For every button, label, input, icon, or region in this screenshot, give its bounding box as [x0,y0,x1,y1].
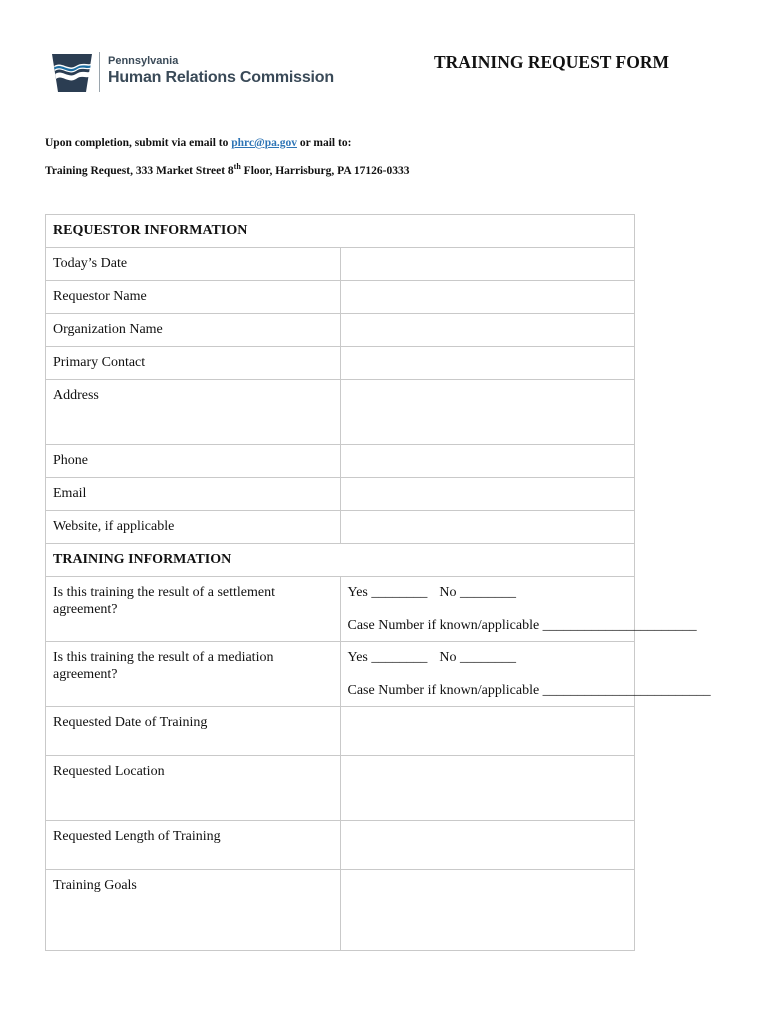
mediation-answer-cell[interactable] [340,642,711,707]
field-label: Training Goals [46,870,341,951]
organization-logo [50,50,340,98]
address-text: Training Request, 333 Market Street 8 [45,164,234,177]
submission-instructions [45,137,351,149]
table-row [46,821,635,870]
field-label: Phone [46,445,341,478]
instructions-text-suffix: or mail to: [297,137,352,149]
table-row [46,478,635,511]
settlement-question-label: Is this training the result of a settlement agreement? [46,577,341,642]
mediation-case-number[interactable]: Case Number if known/applicable ________________________ [347,682,711,698]
table-row [46,511,635,544]
phone-field[interactable] [340,445,635,478]
mediation-yes-no [348,650,628,667]
requestor-section-heading: REQUESTOR INFORMATION [46,215,635,248]
field-label: Requested Location [46,756,341,821]
address-superscript: th [233,162,241,171]
field-label: Email [46,478,341,511]
field-label: Primary Contact [46,347,341,380]
table-row [46,281,635,314]
requested-length-field[interactable] [340,821,635,870]
primary-contact-field[interactable] [340,347,635,380]
table-row [46,756,635,821]
table-row [46,445,635,478]
mailing-address [45,162,409,177]
training-request-table [45,214,711,951]
table-row [46,314,635,347]
table-row [46,870,635,951]
requested-location-field[interactable] [340,756,635,821]
form-title: TRAINING REQUEST FORM [434,52,669,72]
logo-org-name: Human Relations Commission [108,69,334,86]
address-text-suffix: Floor, Harrisburg, PA 17126-0333 [240,164,410,177]
instructions-text: Upon completion, submit via email to [45,137,232,149]
logo-divider [99,52,100,92]
website-field[interactable] [340,511,635,544]
settlement-yes-option[interactable]: Yes ________ [347,585,428,600]
settlement-no-option[interactable]: No ________ [439,585,516,600]
table-row [46,248,635,281]
table-row [46,577,635,642]
settlement-yes-no [348,585,628,602]
organization-name-field[interactable] [340,314,635,347]
table-row [46,347,635,380]
requestor-name-field[interactable] [340,281,635,314]
table-row [46,642,635,707]
field-label: Requested Length of Training [46,821,341,870]
settlement-answer-cell[interactable] [340,577,697,642]
field-label: Organization Name [46,314,341,347]
keystone-logo-icon [50,50,94,94]
field-label: Website, if applicable [46,511,341,544]
table-row [46,380,635,445]
section-header-row [46,215,635,248]
field-label: Address [46,380,341,445]
field-label: Requested Date of Training [46,707,341,756]
email-link[interactable]: phrc@pa.gov [231,137,298,149]
mediation-question-label: Is this training the result of a mediation agreement? [46,642,341,707]
section-header-row [46,544,635,577]
training-goals-field[interactable] [340,870,635,951]
field-label: Requestor Name [46,281,341,314]
address-field[interactable] [340,380,635,445]
todays-date-field[interactable] [340,248,635,281]
table-row [46,707,635,756]
logo-state-text: Pennsylvania [108,55,179,67]
email-field[interactable] [340,478,635,511]
settlement-case-number[interactable]: Case Number if known/applicable ______________________ [347,617,697,633]
training-section-heading: TRAINING INFORMATION [46,544,635,577]
mediation-no-option[interactable]: No ________ [439,650,516,665]
requested-date-field[interactable] [340,707,635,756]
mediation-yes-option[interactable]: Yes ________ [347,650,428,665]
field-label: Today’s Date [46,248,341,281]
